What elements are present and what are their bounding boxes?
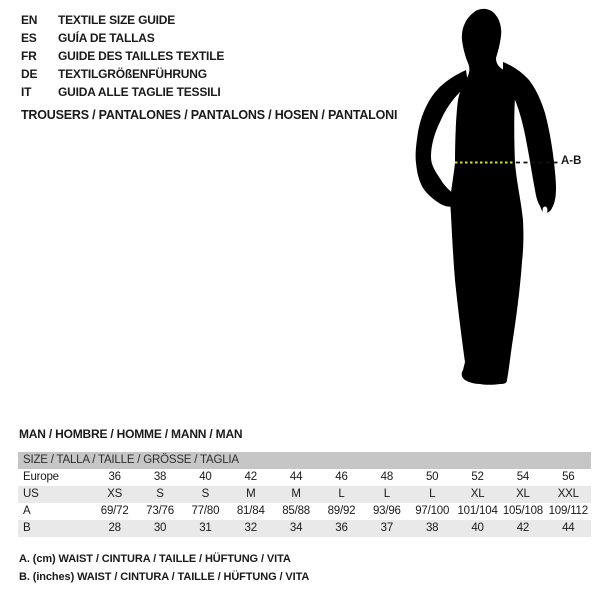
table-cell: 54 <box>516 471 530 483</box>
table-cell: 38 <box>425 522 439 534</box>
table-row-europe <box>18 469 591 486</box>
table-cell: 77/80 <box>191 505 220 517</box>
row-label: B <box>23 522 31 534</box>
lang-title: GUÍA DE TALLAS <box>58 31 155 45</box>
garment-category-title: TROUSERS / PANTALONES / PANTALONS / HOSEN / PANTALONI <box>21 108 398 122</box>
table-cell: 42 <box>516 522 530 534</box>
table-row-us <box>18 486 591 503</box>
table-cell: 40 <box>199 471 212 483</box>
language-title-list <box>21 11 224 101</box>
table-cell: XL <box>516 488 530 500</box>
table-cell: XL <box>470 488 485 500</box>
table-cell: 105/108 <box>502 505 543 517</box>
table-cell: L <box>338 488 345 500</box>
table-cell: S <box>201 488 210 500</box>
lang-code: FR <box>21 49 37 63</box>
table-cell: 34 <box>289 522 303 534</box>
lang-code: ES <box>21 31 37 45</box>
lang-title: GUIDE DES TAILLES TEXTILE <box>58 49 225 63</box>
lang-title: TEXTILGRÖßENFÜHRUNG <box>58 67 207 81</box>
table-cell: XS <box>107 488 123 500</box>
table-cell: L <box>429 488 436 500</box>
table-cell: 30 <box>153 522 167 534</box>
table-cell: 101/104 <box>457 505 498 517</box>
measure-label-ab: A-B <box>561 155 582 167</box>
table-section-title: MAN / HOMBRE / HOMME / MANN / MAN <box>19 427 243 441</box>
lang-title: GUIDA ALLE TAGLIE TESSILI <box>58 85 221 99</box>
table-cell: 93/96 <box>372 505 401 517</box>
man-silhouette-icon <box>410 0 600 400</box>
lang-code: IT <box>21 85 32 99</box>
lang-code: DE <box>21 67 38 81</box>
table-cell: 44 <box>562 522 575 534</box>
lang-row-en <box>21 11 224 29</box>
table-cell: 40 <box>471 522 484 534</box>
table-cell: 32 <box>244 522 257 534</box>
table-cell: 73/76 <box>146 505 174 517</box>
table-cell: 36 <box>335 522 348 534</box>
table-cell: 50 <box>425 471 439 483</box>
table-cell: 89/92 <box>327 505 356 517</box>
table-cell: 28 <box>108 522 121 534</box>
hand-notch <box>543 207 548 214</box>
table-cell: 44 <box>289 471 303 483</box>
table-cell: 36 <box>108 471 121 483</box>
table-cell: 52 <box>471 471 484 483</box>
row-label: Europe <box>23 471 59 483</box>
table-cell: 46 <box>335 471 348 483</box>
table-cell: M <box>246 488 256 500</box>
table-cell: 48 <box>380 471 394 483</box>
table-cell: 42 <box>244 471 257 483</box>
table-cell: XXL <box>557 488 579 500</box>
table-cell: 85/88 <box>282 505 310 517</box>
table-cell: S <box>156 488 164 500</box>
lang-row-fr <box>21 47 224 65</box>
table-cell: 81/84 <box>236 505 265 517</box>
footnote-b-inches: B. (inches) WAIST / CINTURA / TAILLE / HÜFTUNG / VITA <box>19 571 310 583</box>
lang-title: TEXTILE SIZE GUIDE <box>58 13 176 27</box>
table-cell: 31 <box>199 522 212 534</box>
row-label: A <box>23 505 31 517</box>
table-row-a-cm <box>18 503 591 520</box>
table-cell: 56 <box>562 471 575 483</box>
size-table <box>18 452 591 537</box>
table-cell: 109/112 <box>548 505 588 517</box>
table-cell: L <box>383 488 390 500</box>
footnote-a-cm: A. (cm) WAIST / CINTURA / TAILLE / HÜFTUNG / VITA <box>19 553 291 565</box>
lang-row-it <box>21 83 224 101</box>
row-label: US <box>23 488 39 500</box>
man-silhouette-figure <box>410 0 600 400</box>
lang-row-de <box>21 65 224 83</box>
table-cell: 97/100 <box>415 505 450 517</box>
table-row-b-inches <box>18 520 591 537</box>
table-cell: M <box>291 488 301 500</box>
table-cell: 69/72 <box>100 505 129 517</box>
table-cell: 38 <box>153 471 167 483</box>
lang-row-es <box>21 29 224 47</box>
lang-code: EN <box>21 13 38 27</box>
table-cell: 37 <box>380 522 394 534</box>
size-table-header: SIZE / TALLA / TAILLE / GRÖSSE / TAGLIA <box>18 452 591 469</box>
measurement-legend <box>19 550 309 586</box>
